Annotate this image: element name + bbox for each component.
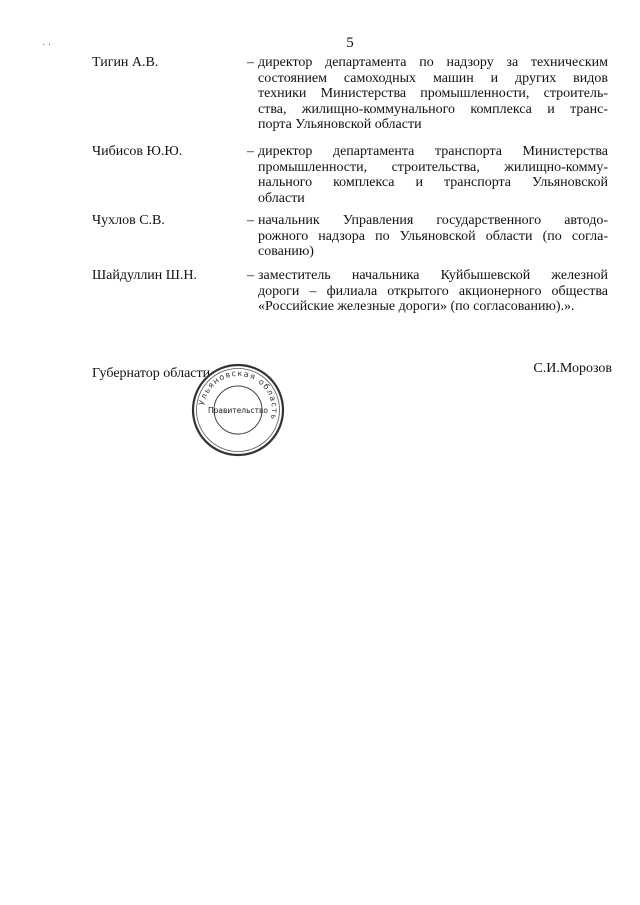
member-dash: – (247, 55, 254, 70)
position-line: заместитель начальника Куйбышевской железной (258, 268, 608, 283)
member-dash: – (247, 144, 254, 159)
position-line: ства, жилищно-коммунального комплекса и транс- (258, 101, 608, 117)
position-line: «Российские железные дороги» (по согласованию).». (258, 299, 575, 314)
member-position (258, 213, 608, 260)
member-position (258, 268, 608, 315)
position-line: нального комплекса и транспорта Ульяновской (258, 175, 608, 190)
member-dash: – (247, 268, 254, 283)
member-position (258, 144, 608, 206)
margin-marks: · · (42, 40, 52, 51)
position-line: техники Министерства промышленности, строитель- (258, 86, 608, 101)
member-name: Шайдуллин Ш.Н. (92, 268, 198, 283)
position-line: порта Ульяновской области (258, 117, 422, 132)
position-line: директор департамента по надзору за техническим (258, 55, 608, 70)
stamp-ring-text: Ульяновская область (197, 368, 280, 422)
position-line: рожного надзора по Ульяновской области (по согла- (258, 228, 608, 244)
member-name: Чухлов С.В. (92, 213, 165, 228)
position-line: начальник Управления государственного автодо- (258, 213, 608, 228)
member-dash: – (247, 213, 254, 228)
signatory-position: Губернатор области (92, 366, 211, 381)
member-position (258, 55, 608, 133)
stamp-center-text: Правительство (208, 406, 268, 415)
signatory-name: С.И.Морозов (533, 361, 612, 376)
position-line: промышленности, строительства, жилищно-комму- (258, 159, 608, 175)
official-stamp-icon (190, 362, 286, 458)
position-line: области (258, 190, 305, 206)
position-line: директор департамента транспорта Министерства (258, 144, 608, 159)
member-name: Чибисов Ю.Ю. (92, 144, 183, 159)
position-line: состоянием самоходных машин и других видов (258, 70, 608, 86)
page-number: 5 (346, 35, 354, 51)
position-line: сованию) (258, 244, 314, 259)
position-line: дороги – филиала открытого акционерного общества (258, 283, 608, 299)
member-name: Тигин А.В. (92, 55, 159, 70)
